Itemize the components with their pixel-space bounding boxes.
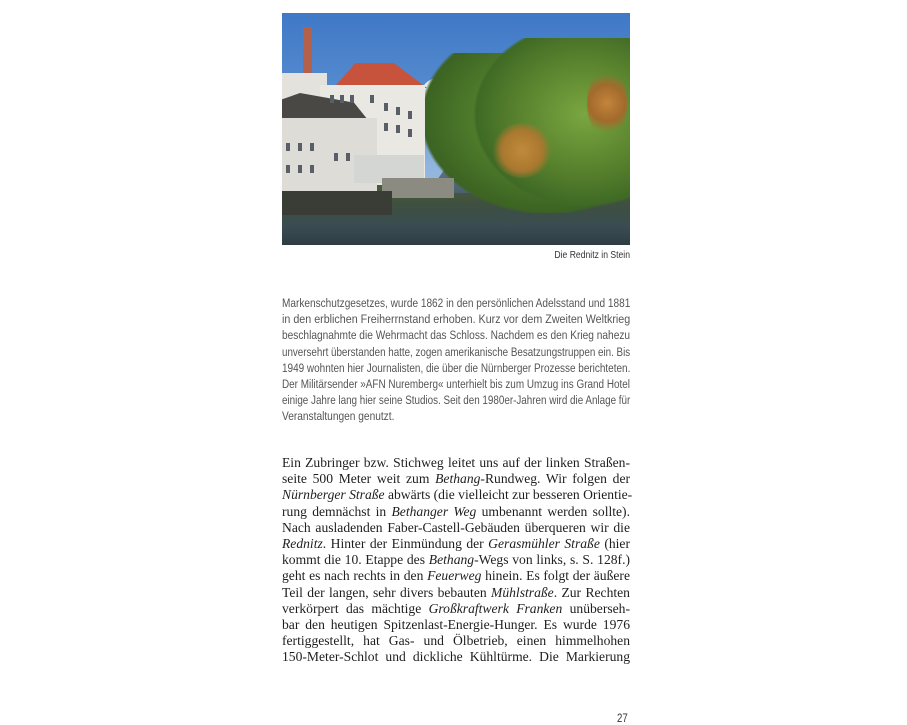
- body-line: [282, 601, 630, 617]
- text-run: seite 500 Meter weit zum: [282, 471, 436, 487]
- photo-window: [286, 143, 290, 151]
- text-run: -Wegs von links, s. S. 128f.): [474, 552, 630, 568]
- photo-caption: Die Rednitz in Stein: [554, 249, 630, 261]
- body-line: [282, 649, 630, 665]
- text-run: abwärts (die vielleicht zur besseren Orientie-: [384, 487, 633, 503]
- text-run: . Zur Rechten: [553, 584, 630, 600]
- page-number: 27: [617, 711, 628, 725]
- photo-window: [330, 95, 334, 103]
- info-line: 1949 wohnten hier Journalisten, die über die Nürnberger Prozesse berichteten.: [282, 360, 631, 375]
- photo-window: [340, 95, 344, 103]
- info-line: Veranstaltungen genutzt.: [282, 409, 395, 424]
- photo-window: [396, 125, 400, 133]
- photo-window: [298, 165, 302, 173]
- photo-window: [384, 123, 388, 131]
- italic-term: Bethang: [435, 471, 481, 487]
- body-line: [282, 617, 630, 633]
- body-line: [282, 633, 630, 649]
- text-run: (hier: [599, 535, 630, 551]
- photo-bank: [282, 191, 392, 215]
- italic-term: Bethang: [428, 552, 475, 568]
- body-line: [282, 520, 630, 536]
- photo-window: [310, 165, 314, 173]
- italic-term: Nürnberger Straße: [282, 487, 385, 503]
- text-run: fertiggestellt, hat Gas- und Ölbetrieb, einen himmelhohen: [282, 633, 630, 649]
- body-line: [282, 455, 630, 471]
- text-run: kommt die 10. Etappe des: [282, 552, 429, 568]
- photo-window: [408, 111, 412, 119]
- photo-chimney: [303, 27, 312, 77]
- photo-window: [396, 107, 400, 115]
- info-line: beschlagnahmte die Wehrmacht das Schloss. Nachdem es den Krieg nahezu: [282, 328, 631, 343]
- body-line: [282, 504, 630, 520]
- italic-term: Gerasmühler Straße: [488, 535, 600, 551]
- photo-window: [298, 143, 302, 151]
- photo-window: [346, 153, 350, 161]
- text-run: bar den heutigen Spitzenlast-Energie-Hunger. Es wurde 1976: [282, 616, 630, 632]
- body-line: [282, 568, 630, 584]
- text-run: 150-Meter-Schlot und dickliche Kühltürme. Die Markierung: [282, 649, 630, 665]
- photo-rednitz-river: [282, 13, 630, 245]
- photo-window: [334, 153, 338, 161]
- text-run: Nach ausladenden Faber-Castell-Gebäuden überqueren wir die: [282, 519, 630, 535]
- italic-term: Mühlstraße: [491, 584, 554, 600]
- info-line: in den erblichen Freiherrnstand erhoben. Kurz vor dem Zweiten Weltkrieg: [282, 312, 631, 327]
- body-line: [282, 585, 630, 601]
- italic-term: Rednitz: [282, 535, 323, 551]
- info-line: unversehrt überstanden hatte, zogen amerikanische Besatzungstruppen ein. Bis: [282, 344, 631, 359]
- photo-window: [384, 103, 388, 111]
- body-line: [282, 552, 630, 568]
- info-box-text: [282, 295, 630, 425]
- body-line: [282, 471, 630, 487]
- photo-window: [350, 95, 354, 103]
- info-line: Markenschutzgesetzes, wurde 1862 in den persönlichen Adelsstand und 1881: [282, 296, 631, 310]
- italic-term: Feuerweg: [427, 568, 482, 584]
- text-run: rung demnächst in: [282, 503, 392, 519]
- body-line: [282, 536, 630, 552]
- text-run: unüberseh-: [562, 600, 631, 616]
- photo-weir: [382, 178, 454, 198]
- text-run: Teil der langen, sehr divers bebauten: [282, 584, 492, 600]
- text-run: verkörpert das mächtige: [282, 600, 429, 616]
- photo-window: [286, 165, 290, 173]
- photo-window: [370, 95, 374, 103]
- italic-term: Bethanger Weg: [391, 503, 477, 519]
- photo-window: [408, 129, 412, 137]
- text-run: . Hinter der Einmündung der: [322, 535, 489, 551]
- text-run: umbenannt werden sollte).: [476, 503, 630, 519]
- body-line: [282, 487, 633, 503]
- text-run: Ein Zubringer bzw. Stichweg leitet uns auf der linken Straßen-: [282, 455, 630, 470]
- body-text: [282, 455, 633, 665]
- info-line: einige Jahre lang hier seine Studios. Seit den 1980er-Jahren wird die Anlage für: [282, 393, 631, 408]
- text-run: geht es nach rechts in den: [282, 568, 428, 584]
- italic-term: Großkraftwerk Franken: [428, 600, 563, 616]
- photo-window: [310, 143, 314, 151]
- photo-autumn-tree: [587, 68, 627, 138]
- info-line: Der Militärsender »AFN Nuremberg« unterhielt bis zum Umzug ins Grand Hotel: [282, 376, 630, 391]
- text-run: hinein. Es folgt der äußere: [481, 568, 630, 584]
- photo-autumn-tree: [492, 123, 552, 178]
- text-run: -Rundweg. Wir folgen der: [480, 471, 631, 487]
